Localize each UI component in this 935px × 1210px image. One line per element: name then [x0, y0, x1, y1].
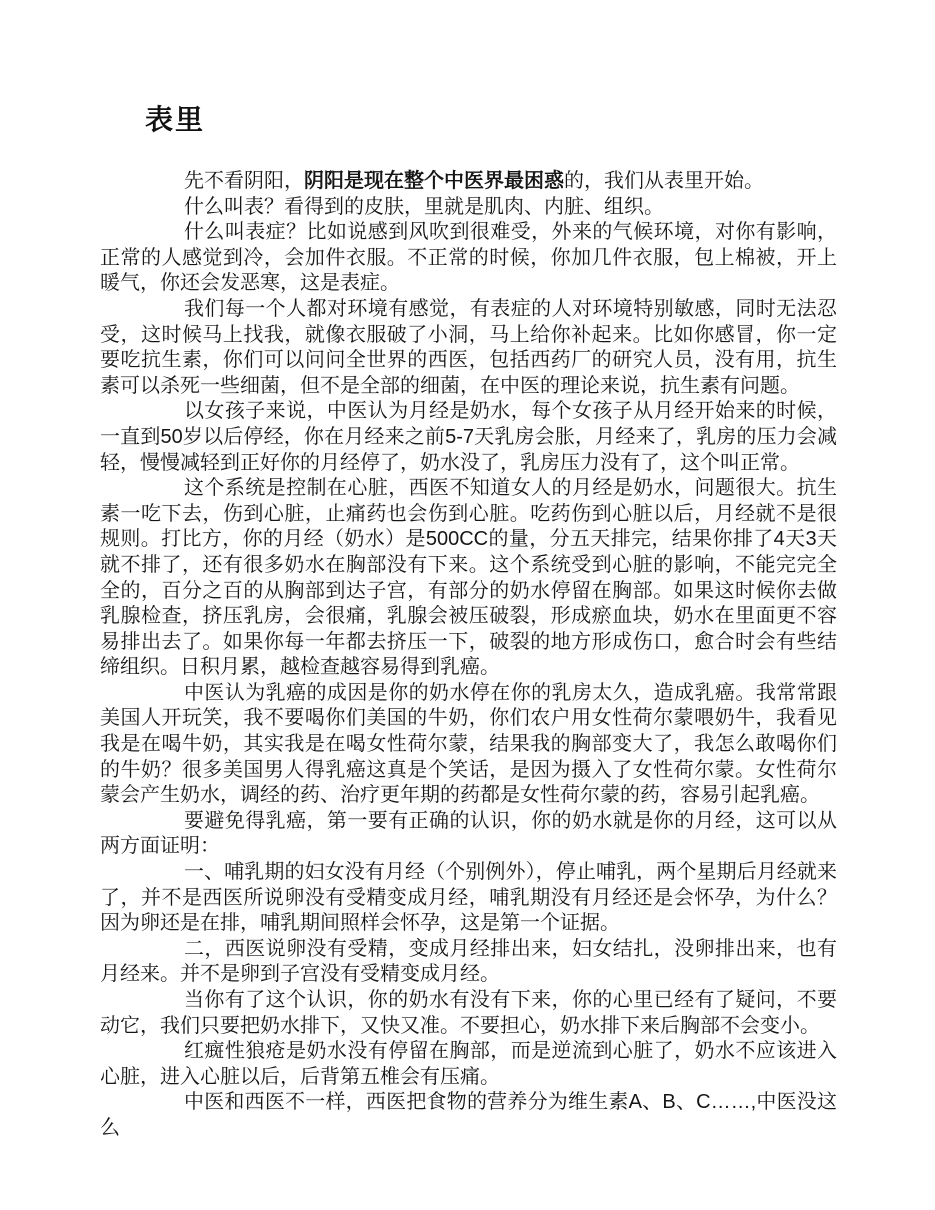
paragraph: 中医认为乳癌的成因是你的奶水停在你的乳房太久，造成乳癌。我常常跟美国人开玩笑，我不要喝你们美国的牛奶，你们农户用女性荷尔蒙喂奶牛，我看见我是在喝牛奶，其实我是在喝女性荷尔蒙，结果我的胸部变大了，我怎么敢喝你们的牛奶？很多美国男人得乳癌这真是个笑话，是因为摄入了女性荷尔蒙。女性荷尔蒙会产生奶水，调经的药、治疗更年期的药都是女性荷尔蒙的药，容易引起乳癌。 — [100, 681, 837, 807]
paragraph: 红癍性狼疮是奶水没有停留在胸部，而是逆流到心脏了，奶水不应该进入心脏，进入心脏以后，后背第五椎会有压痛。 — [100, 1040, 837, 1088]
paragraph — [100, 169, 837, 195]
paragraph: 我们每一个人都对环境有感觉，有表症的人对环境特别敏感，同时无法忍受，这时候马上找我，就像衣服破了小洞，马上给你补起来。比如你感冒，你一定要吃抗生素，你们可以问问全世界的西医，包括西药厂的研究人员，没有用，抗生素可以杀死一些细菌，但不是全部的细菌，在中医的理论来说，抗生素有问题。 — [100, 297, 837, 397]
paragraph: 什么叫表？看得到的皮肤，里就是肌肉、内脏、组织。 — [184, 195, 664, 218]
paragraph-text: 的，我们从表里开始。 — [564, 170, 764, 192]
paragraph: 中医和西医不一样，西医把食物的营养分为维生素A、B、C……,中医没这么 — [100, 1091, 837, 1139]
paragraph: 二，西医说卵没有受精，变成月经排出来，妇女结扎，没卵排出来，也有月经来。并不是卵到子宫没有受精变成月经。 — [100, 937, 837, 986]
paragraph: 这个系统是控制在心脏，西医不知道女人的月经是奶水，问题很大。抗生素一吃下去，伤到心脏，止痛药也会伤到心脏。吃药伤到心脏以后，月经就不是很规则。打比方，你的月经（奶水）是500CC的量，分五天排完，结果你排了4天3天就不排了，还有很多奶水在胸部没有下来。这个系统受到心脏的影响，不能完完全全的，百分之百的从胸部到达子宫，有部分的奶水停留在胸部。如果这时候你去做乳腺检查，挤压乳房，会很痛，乳腺会被压破裂，形成瘀血块，奶水在里面更不容易排出去了。如果你每一年都去挤压一下，破裂的地方形成伤口，愈合时会有些结缔组织。日积月累，越检查越容易得到乳癌。 — [100, 477, 837, 679]
paragraph: 以女孩子来说，中医认为月经是奶水，每个女孩子从月经开始来的时候，一直到50岁以后停经，你在月经来之前5-7天乳房会胀，月经来了，乳房的压力会减轻，慢慢减轻到正好你的月经停了，奶水没了，乳房压力没有了，这个叫正常。 — [100, 400, 837, 474]
paragraph: 要避免得乳癌，第一要有正确的认识，你的奶水就是你的月经，这可以从两方面证明： — [100, 809, 837, 858]
paragraph-text: 先不看阴阳， — [184, 170, 304, 192]
paragraph: 什么叫表症？比如说感到风吹到很难受，外来的气候环境，对你有影响，正常的人感觉到冷，会加件衣服。不正常的时候，你加几件衣服，包上棉被，开上暖气，你还会发恶寒，这是表症。 — [100, 221, 837, 295]
paragraph: 一、哺乳期的妇女没有月经（个别例外），停止哺乳，两个星期后月经就来了，并不是西医所说卵没有受精变成月经，哺乳期没有月经还是会怀孕，为什么？因为卵还是在排，哺乳期间照样会怀孕，这是第一个证据。 — [100, 861, 837, 935]
document-content — [100, 104, 837, 1142]
paragraph-bold-text: 阴阳是现在整个中医界最困惑 — [304, 170, 564, 192]
paragraph: 当你有了这个认识，你的奶水有没有下来，你的心里已经有了疑问，不要动它，我们只要把奶水排下，又快又准。不要担心，奶水排下来后胸部不会变小。 — [100, 989, 837, 1037]
document-title: 表里 — [145, 104, 206, 135]
